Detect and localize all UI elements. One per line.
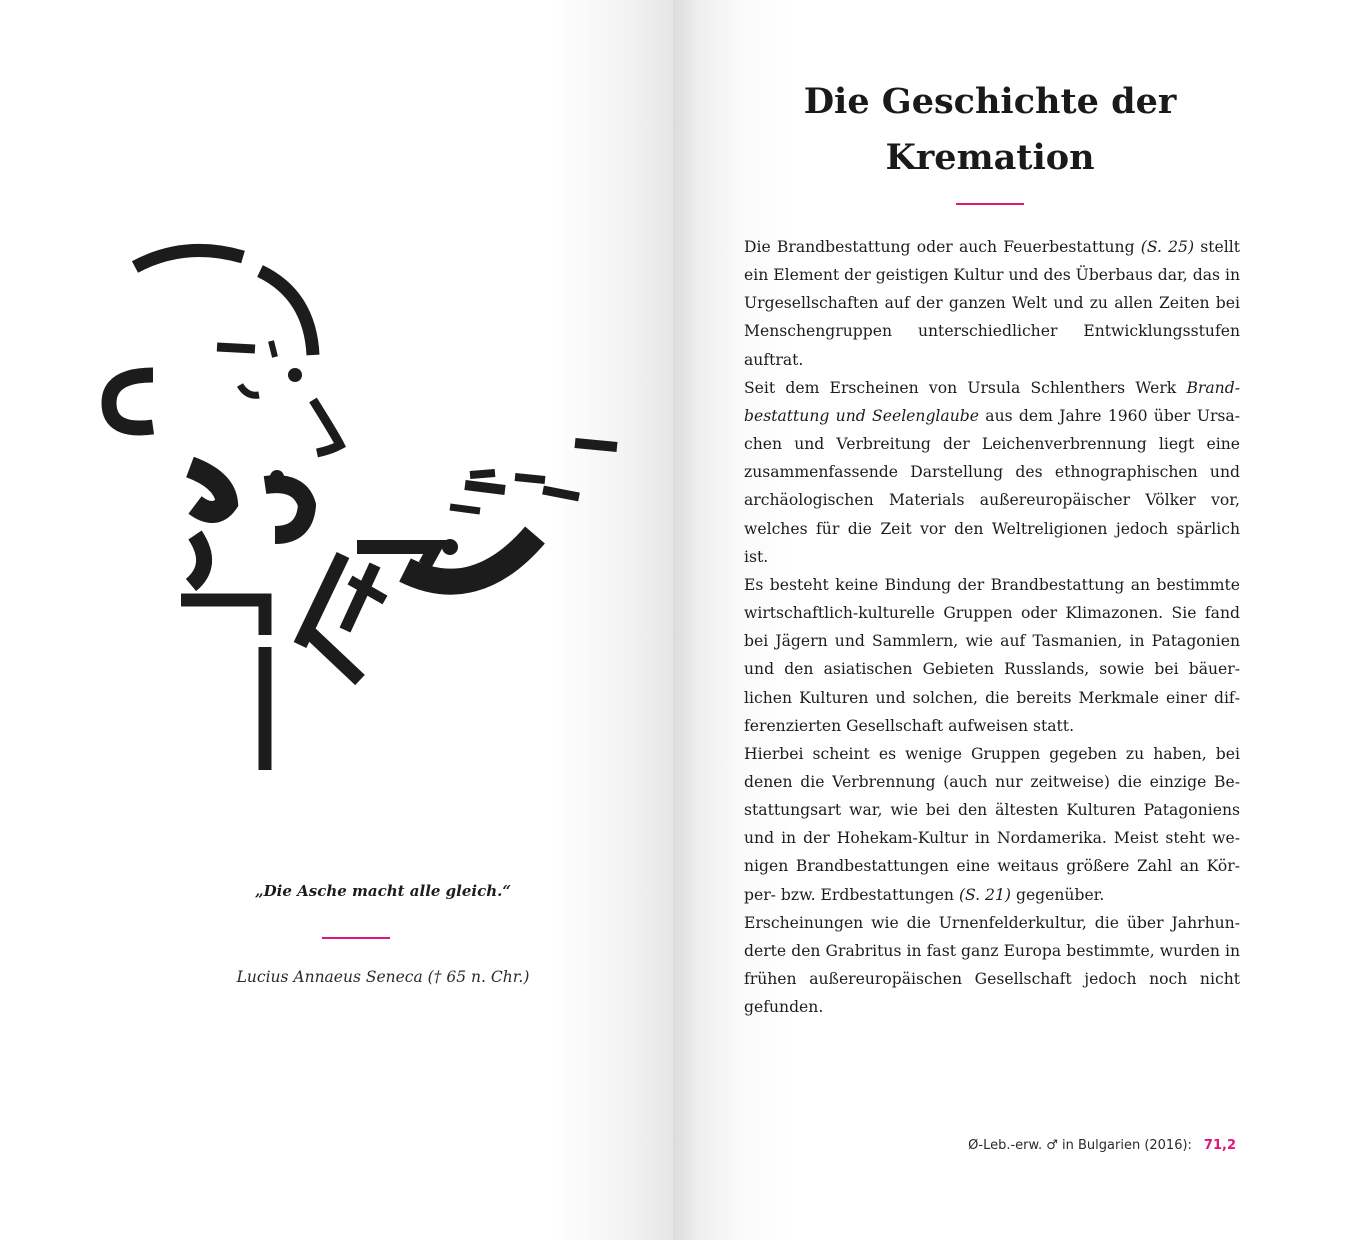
- text-run: Es besteht keine Bindung der Brandbestattung an bestimmte wirtschaftlich-kulturelle Gruppen oder Klimazonen. Sie fand bei Jägern und Sammlern, wie auf Tasmanien, in Patagonien und den asiatischen Gebieten Russlands, sowie bei bäuerlichen Kulturen und solchen, die bereits Merkmale einer differenzierten Gesellschaft aufweisen statt.: [744, 575, 1240, 735]
- title-line-1: Die Geschichte der: [803, 81, 1177, 122]
- text-run: Die Brandbestattung oder auch Feuerbestattung: [744, 238, 1141, 256]
- seneca-quote: „Die Asche macht alle gleich.“: [255, 882, 511, 900]
- footer-label: Ø-Leb.-erw. ♂ in Bulgarien (2016):: [968, 1138, 1192, 1153]
- quote-divider: [322, 937, 390, 939]
- page-title: [744, 74, 1236, 186]
- title-divider: [956, 203, 1024, 205]
- paragraph: [744, 374, 1240, 571]
- text-run: gegenüber.: [1011, 885, 1105, 904]
- text-run: stellt ein Element der geistigen Kultur und des Überbaus dar, das in Urgesellschaften auf der ganzen Welt und zu allen Zeiten bei Menschengruppen unterschiedlicher Entwicklungsstufen auftrat.: [744, 238, 1240, 369]
- paragraph: [744, 740, 1240, 909]
- paragraph: [744, 909, 1240, 1022]
- paragraph: [744, 571, 1240, 740]
- italic-run: (S. 25): [1140, 238, 1195, 256]
- title-line-2: Kremation: [885, 137, 1095, 178]
- text-run: Seit dem Erscheinen von Ursula Schlenthers Werk: [744, 378, 1187, 397]
- page-footer: [900, 1138, 1236, 1153]
- footer-value: 71,2: [1203, 1138, 1236, 1153]
- italic-run: Brandbestattung und Seelenglaube: [744, 378, 1240, 425]
- paragraph: [744, 233, 1240, 374]
- quote-author: Lucius Annaeus Seneca († 65 n. Chr.): [236, 968, 530, 986]
- italic-run: (S. 21): [958, 885, 1011, 904]
- text-run: Erscheinungen wie die Urnenfelderkultur, die über Jahrhunderte den Grabritus in fast ganz Europa bestimmte, wurden in frühen außereuropäischen Gesellschaft jedoch noch nicht gefunden.: [744, 913, 1240, 1017]
- text-run: Hierbei scheint es wenige Gruppen gegeben zu haben, bei denen die Verbrennung (auch nur zeitweise) die einzige Bestattungsart war, wie bei den ältesten Kulturen Patagoniens und in der Hohekam-Kultur in Nordamerika. Meist steht wenigen Brandbestattungen eine weitaus größere Zahl an Körper- bzw. Erdbestattungen: [744, 744, 1240, 904]
- body-text: [744, 233, 1240, 1021]
- text-run: aus dem Jahre 1960 über Ursachen und Verbreitung der Leichenverbrennung liegt eine zusammenfassende Darstellung des ethnographischen und archäologischen Materials außereuropäischer Völker vor, welches für die Zeit vor den Weltreligionen jedoch spärlich ist.: [744, 406, 1240, 566]
- seneca-letterform-portrait-icon: [95, 235, 635, 780]
